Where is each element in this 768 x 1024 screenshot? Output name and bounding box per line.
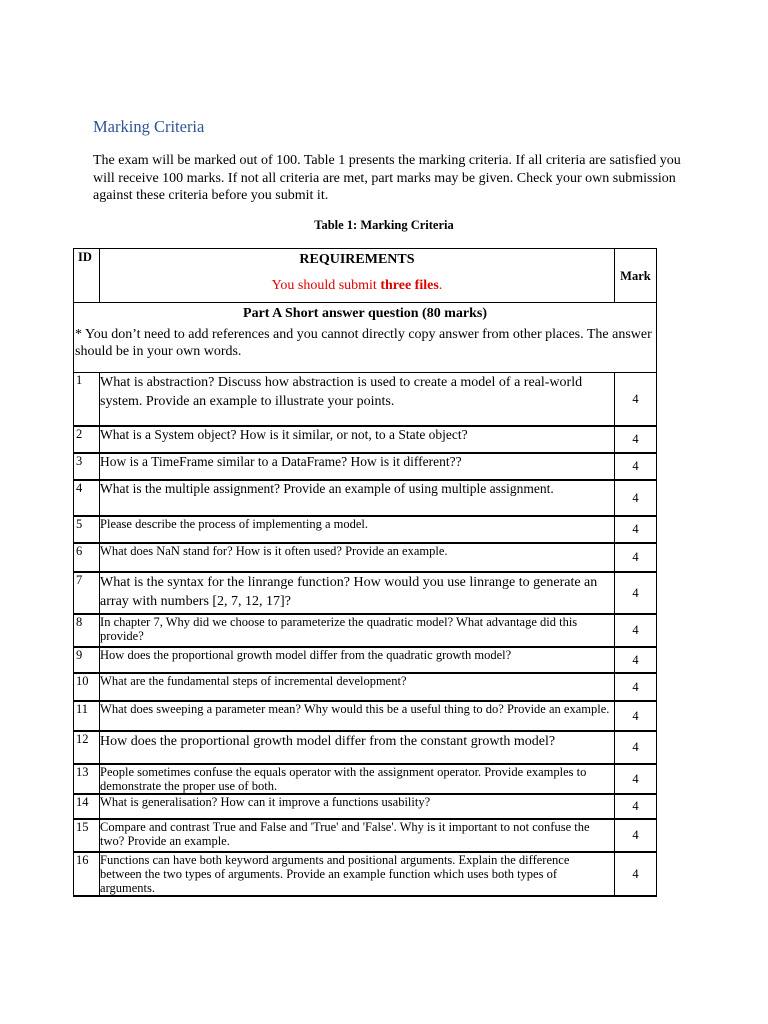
- submit-note: [100, 277, 614, 295]
- table-row: [74, 543, 657, 572]
- row-id: 12: [74, 731, 100, 764]
- row-question: Compare and contrast True and False and 'True' and 'False'. Why is it important to not confuse the two? Provide an example.: [100, 819, 615, 852]
- row-question: Functions can have both keyword arguments and positional arguments. Explain the difference between the two types of arguments. Provide an example function which uses both types of arguments.: [100, 852, 615, 896]
- row-id: 1: [74, 373, 100, 426]
- table-row: [74, 673, 657, 701]
- row-mark: 4: [614, 614, 656, 647]
- row-mark: 4: [614, 764, 656, 794]
- row-question: How does the proportional growth model differ from the quadratic growth model?: [100, 647, 615, 673]
- row-mark: 4: [614, 373, 656, 426]
- row-id: 11: [74, 701, 100, 731]
- part-a-note: * You don’t need to add references and you cannot directly copy answer from other places. The answer should be in your own words.: [75, 327, 652, 359]
- marking-criteria-table: [73, 248, 657, 897]
- table-row: [74, 647, 657, 673]
- row-id: 5: [74, 516, 100, 543]
- row-question: In chapter 7, Why did we choose to parameterize the quadratic model? What advantage did this provide?: [100, 614, 615, 647]
- submit-note-prefix: You should submit: [271, 278, 381, 293]
- row-question: What is abstraction? Discuss how abstraction is used to create a model of a real-world system. Provide an example to illustrate your points.: [100, 373, 615, 426]
- submit-note-suffix: .: [438, 278, 443, 293]
- row-id: 13: [74, 764, 100, 794]
- table-row: [74, 572, 657, 614]
- row-question: What is the multiple assignment? Provide an example of using multiple assignment.: [100, 480, 615, 516]
- table-row: [74, 764, 657, 794]
- table-row: [74, 453, 657, 480]
- header-requirements: [100, 249, 615, 303]
- row-mark: 4: [614, 731, 656, 764]
- table-row: [74, 426, 657, 453]
- row-id: 9: [74, 647, 100, 673]
- row-mark: 4: [614, 572, 656, 614]
- row-mark: 4: [614, 453, 656, 480]
- row-id: 4: [74, 480, 100, 516]
- row-mark: 4: [614, 516, 656, 543]
- part-a-cell: [74, 303, 657, 373]
- row-mark: 4: [614, 794, 656, 819]
- header-mark: Mark: [614, 249, 656, 303]
- row-id: 7: [74, 572, 100, 614]
- table-row: [74, 614, 657, 647]
- table-row: [74, 480, 657, 516]
- row-id: 6: [74, 543, 100, 572]
- row-mark: 4: [614, 701, 656, 731]
- row-id: 8: [74, 614, 100, 647]
- question-rows: [74, 373, 657, 896]
- table-row: [74, 731, 657, 764]
- row-question: What is a System object? How is it similar, or not, to a State object?: [100, 426, 615, 453]
- table-header-row: [74, 249, 657, 303]
- row-id: 16: [74, 852, 100, 896]
- row-question: Please describe the process of implementing a model.: [100, 516, 615, 543]
- table-row: [74, 794, 657, 819]
- row-mark: 4: [614, 673, 656, 701]
- row-question: What is the syntax for the linrange function? How would you use linrange to generate an array with numbers [2, 7, 12, 17]?: [100, 572, 615, 614]
- part-a-title: Part A Short answer question (80 marks): [243, 306, 487, 321]
- row-id: 10: [74, 673, 100, 701]
- row-question: What is generalisation? How can it improve a functions usability?: [100, 794, 615, 819]
- row-question: People sometimes confuse the equals operator with the assignment operator. Provide examples to demonstrate the proper use of both.: [100, 764, 615, 794]
- row-mark: 4: [614, 647, 656, 673]
- row-question: What does NaN stand for? How is it often used? Provide an example.: [100, 543, 615, 572]
- table-row: [74, 373, 657, 426]
- row-question: How is a TimeFrame similar to a DataFrame? How is it different??: [100, 453, 615, 480]
- table-row: [74, 819, 657, 852]
- header-id: ID: [74, 249, 100, 303]
- row-mark: 4: [614, 426, 656, 453]
- section-heading: Marking Criteria: [93, 117, 205, 136]
- submit-note-bold: three files: [380, 278, 439, 293]
- row-question: How does the proportional growth model differ from the constant growth model?: [100, 731, 615, 764]
- part-a-row: [74, 303, 657, 373]
- row-question: What does sweeping a parameter mean? Why would this be a useful thing to do? Provide an example.: [100, 701, 615, 731]
- table-row: [74, 701, 657, 731]
- table-row: [74, 852, 657, 896]
- row-mark: 4: [614, 480, 656, 516]
- row-id: 3: [74, 453, 100, 480]
- row-mark: 4: [614, 852, 656, 896]
- intro-paragraph: The exam will be marked out of 100. Table 1 presents the marking criteria. If all criteria are satisfied you will receive 100 marks. If not all criteria are met, part marks may be given. Check your own submission against these criteria before you submit it.: [93, 153, 681, 203]
- row-mark: 4: [614, 543, 656, 572]
- table-row: [74, 516, 657, 543]
- row-question: What are the fundamental steps of incremental development?: [100, 673, 615, 701]
- row-id: 2: [74, 426, 100, 453]
- row-mark: 4: [614, 819, 656, 852]
- table-caption: Table 1: Marking Criteria: [314, 218, 454, 232]
- row-id: 15: [74, 819, 100, 852]
- requirements-title: REQUIREMENTS: [299, 252, 415, 267]
- row-id: 14: [74, 794, 100, 819]
